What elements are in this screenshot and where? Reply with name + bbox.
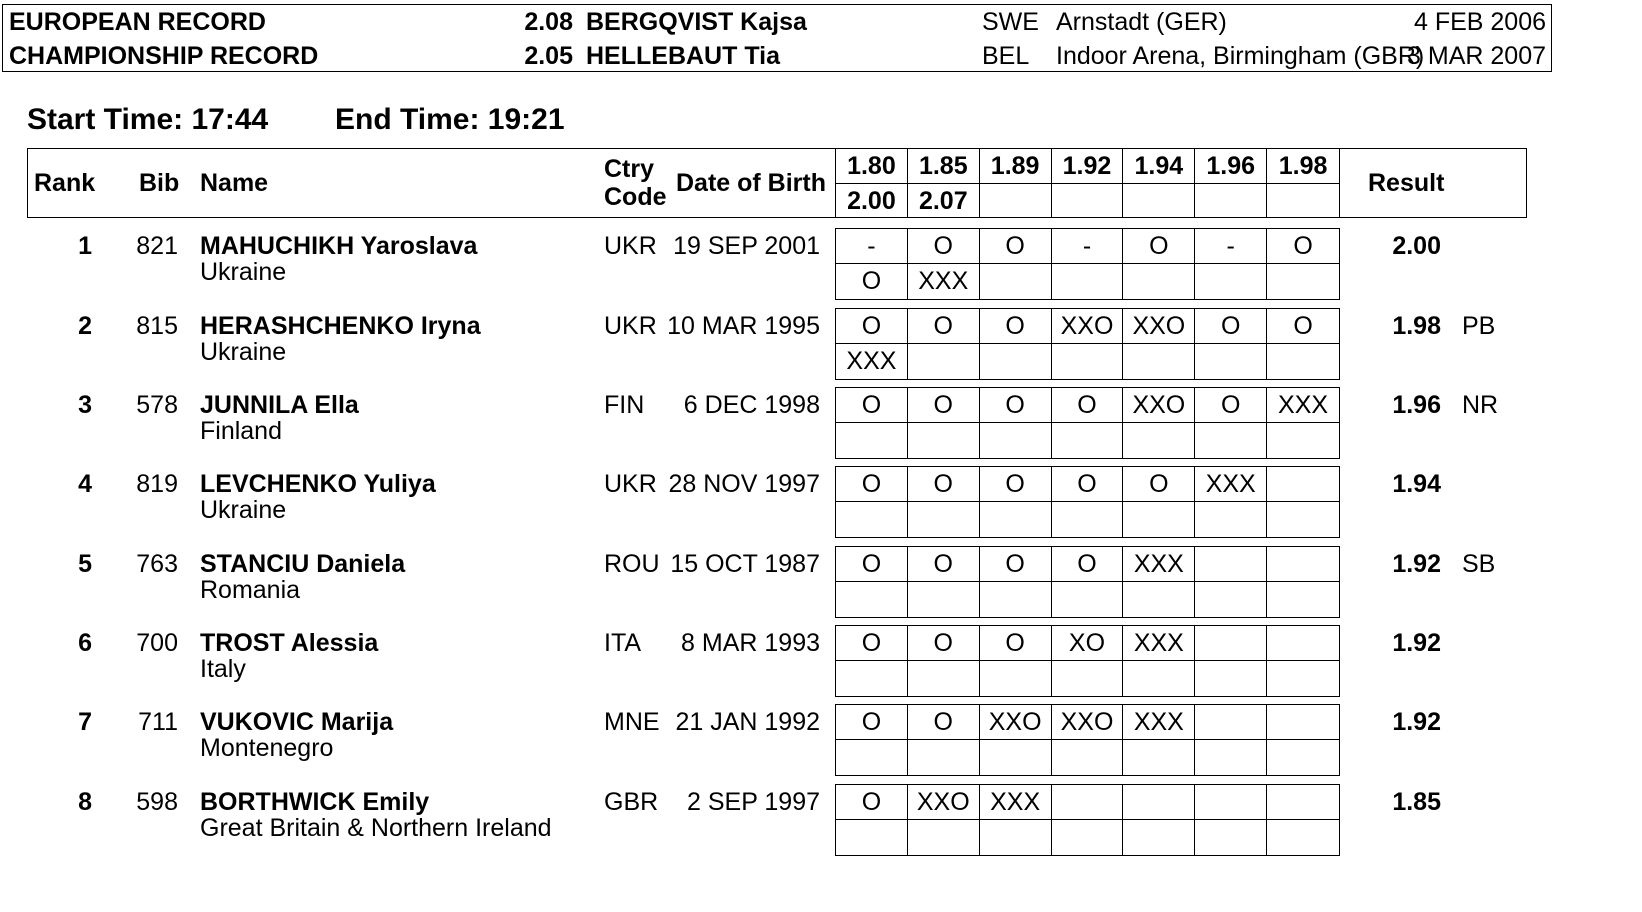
attempt-cell: [1267, 547, 1339, 582]
table-row: [0, 308, 1642, 388]
attempt-cell: [1267, 785, 1339, 820]
athlete-name: STANCIU Daniela: [200, 550, 406, 578]
record-athlete: HELLEBAUT Tia: [586, 42, 780, 70]
attempt-cell: XXX: [1195, 467, 1267, 502]
attempt-cell: [908, 820, 980, 855]
attempt-cell: [1267, 423, 1339, 458]
height-header-cell: [980, 184, 1052, 218]
bib-cell: 598: [136, 788, 178, 816]
attempt-cell: [1123, 582, 1195, 617]
athlete-name: MAHUCHIKH Yaroslava: [200, 232, 478, 260]
attempt-cell: [1267, 626, 1339, 661]
header-bib: Bib: [139, 169, 180, 197]
records-box: [2, 4, 1552, 72]
table-row: [0, 466, 1642, 546]
attempt-cell: [1123, 785, 1195, 820]
attempt-cell: [1123, 264, 1195, 299]
athlete-name: LEVCHENKO Yuliya: [200, 470, 436, 498]
table-row: [0, 228, 1642, 308]
attempt-cell: O: [1267, 309, 1339, 344]
attempt-cell: O: [836, 264, 908, 299]
bib-cell: 819: [136, 470, 178, 498]
bib-cell: 578: [136, 391, 178, 419]
athlete-country: Ukraine: [200, 258, 287, 286]
attempts-grid: [835, 308, 1340, 380]
attempt-cell: O: [980, 229, 1052, 264]
attempt-cell: O: [1123, 467, 1195, 502]
record-date: 3 MAR 2007: [1407, 42, 1546, 70]
attempt-cell: XXX: [1123, 547, 1195, 582]
attempt-cell: -: [1052, 229, 1124, 264]
attempt-cell: XXO: [1052, 309, 1124, 344]
result-cell: 1.92: [1392, 550, 1441, 578]
attempt-cell: O: [836, 388, 908, 423]
result-cell: 2.00: [1392, 232, 1441, 260]
attempt-cell: [1123, 820, 1195, 855]
athlete-name: VUKOVIC Marija: [200, 708, 394, 736]
attempt-cell: [980, 344, 1052, 379]
attempt-cell: XO: [1052, 626, 1124, 661]
height-header-cell: 2.07: [908, 184, 980, 218]
attempt-cell: [908, 661, 980, 696]
result-cell: 1.92: [1392, 629, 1441, 657]
bib-cell: 821: [136, 232, 178, 260]
attempt-cell: XXX: [836, 344, 908, 379]
attempts-grid: [835, 625, 1340, 697]
athlete-country: Italy: [200, 655, 246, 683]
attempt-cell: O: [980, 388, 1052, 423]
attempt-cell: O: [980, 309, 1052, 344]
rank-cell: 7: [78, 708, 92, 736]
country-code: FIN: [604, 391, 645, 419]
attempt-cell: [1267, 582, 1339, 617]
athlete-name: BORTHWICK Emily: [200, 788, 430, 816]
attempt-cell: XXX: [1123, 705, 1195, 740]
date-of-birth: 21 JAN 1992: [675, 708, 820, 736]
attempt-cell: [1195, 344, 1267, 379]
attempt-cell: [980, 740, 1052, 775]
attempt-cell: [1195, 785, 1267, 820]
start-time: Start Time: 17:44: [27, 103, 269, 136]
attempt-cell: O: [1123, 229, 1195, 264]
attempt-cell: XXO: [1123, 309, 1195, 344]
rank-cell: 4: [78, 470, 92, 498]
attempt-cell: [1195, 820, 1267, 855]
attempts-grid: [835, 387, 1340, 459]
country-code: ITA: [604, 629, 642, 657]
record-country: SWE: [982, 8, 1039, 36]
attempt-cell: [1052, 423, 1124, 458]
record-row-championship: [3, 39, 1551, 73]
attempt-cell: [1052, 502, 1124, 537]
country-code: UKR: [604, 312, 657, 340]
attempt-cell: O: [836, 705, 908, 740]
attempt-cell: -: [836, 229, 908, 264]
attempt-cell: [980, 264, 1052, 299]
attempt-cell: O: [836, 626, 908, 661]
table-row: [0, 625, 1642, 705]
record-label: CHAMPIONSHIP RECORD: [9, 42, 319, 70]
result-cell: 1.94: [1392, 470, 1441, 498]
attempt-cell: [908, 740, 980, 775]
attempt-cell: [836, 502, 908, 537]
attempt-cell: [1052, 344, 1124, 379]
date-of-birth: 15 OCT 1987: [670, 550, 820, 578]
athlete-country: Finland: [200, 417, 282, 445]
attempt-cell: [836, 661, 908, 696]
rank-cell: 6: [78, 629, 92, 657]
record-mark: 2.08: [524, 8, 573, 36]
attempt-cell: XXX: [980, 785, 1052, 820]
height-header-cell: 1.85: [908, 149, 980, 184]
attempt-cell: O: [1052, 547, 1124, 582]
attempt-cell: [1267, 264, 1339, 299]
attempt-cell: O: [908, 467, 980, 502]
athlete-country: Romania: [200, 576, 301, 604]
attempts-grid: [835, 228, 1340, 300]
table-row: [0, 704, 1642, 784]
attempt-cell: [908, 344, 980, 379]
date-of-birth: 10 MAR 1995: [667, 312, 820, 340]
attempt-cell: [1195, 502, 1267, 537]
country-code: ROU: [604, 550, 660, 578]
attempt-cell: [836, 740, 908, 775]
attempt-cell: [1052, 785, 1124, 820]
record-date: 4 FEB 2006: [1413, 8, 1546, 36]
attempt-cell: [836, 582, 908, 617]
record-athlete: BERGQVIST Kajsa: [586, 8, 807, 36]
height-header-cell: 1.98: [1267, 149, 1339, 184]
height-header-cell: 1.96: [1195, 149, 1267, 184]
record-note: SB: [1462, 550, 1496, 578]
attempt-cell: O: [908, 626, 980, 661]
attempt-cell: O: [836, 467, 908, 502]
athlete-name: HERASHCHENKO Iryna: [200, 312, 481, 340]
athlete-country: Great Britain & Northern Ireland: [200, 814, 552, 842]
result-cell: 1.92: [1392, 708, 1441, 736]
attempt-cell: [1052, 264, 1124, 299]
athlete-name: JUNNILA Ella: [200, 391, 359, 419]
record-mark: 2.05: [524, 42, 573, 70]
attempt-cell: XXX: [1267, 388, 1339, 423]
attempt-cell: [1123, 661, 1195, 696]
height-header-cell: [1267, 184, 1339, 218]
attempt-cell: [1195, 661, 1267, 696]
athlete-name: TROST Alessia: [200, 629, 379, 657]
attempt-cell: [1267, 820, 1339, 855]
record-label: EUROPEAN RECORD: [9, 8, 266, 36]
attempt-cell: [1267, 502, 1339, 537]
attempt-cell: [1123, 423, 1195, 458]
attempt-cell: O: [908, 229, 980, 264]
bib-cell: 815: [136, 312, 178, 340]
attempt-cell: XXX: [908, 264, 980, 299]
attempt-cell: [1052, 740, 1124, 775]
attempt-cell: [1195, 582, 1267, 617]
attempt-cell: [1052, 582, 1124, 617]
attempt-cell: O: [1195, 309, 1267, 344]
attempt-cell: [908, 502, 980, 537]
attempt-cell: O: [980, 547, 1052, 582]
height-header-cell: [1052, 184, 1124, 218]
country-code: UKR: [604, 232, 657, 260]
height-header-cell: 2.00: [836, 184, 908, 218]
record-note: NR: [1462, 391, 1499, 419]
height-header-cell: 1.94: [1123, 149, 1195, 184]
bib-cell: 763: [136, 550, 178, 578]
country-code: UKR: [604, 470, 657, 498]
attempt-cell: O: [836, 309, 908, 344]
attempt-cell: O: [908, 309, 980, 344]
date-of-birth: 19 SEP 2001: [673, 232, 820, 260]
bib-cell: 711: [138, 708, 178, 736]
result-cell: 1.98: [1392, 312, 1441, 340]
table-row: [0, 387, 1642, 467]
header-ctry: Ctry: [604, 155, 655, 183]
attempts-grid: [835, 704, 1340, 776]
result-cell: 1.85: [1392, 788, 1441, 816]
attempt-cell: [1267, 740, 1339, 775]
rank-cell: 8: [78, 788, 92, 816]
height-header-cell: [1123, 184, 1195, 218]
record-row-european: [3, 5, 1551, 39]
attempt-cell: O: [1195, 388, 1267, 423]
attempt-cell: [1052, 820, 1124, 855]
attempt-cell: [1195, 626, 1267, 661]
attempt-cell: O: [1267, 229, 1339, 264]
attempt-cell: XXX: [1123, 626, 1195, 661]
attempt-cell: [980, 582, 1052, 617]
height-header-cell: 1.89: [980, 149, 1052, 184]
record-country: BEL: [982, 42, 1030, 70]
attempt-cell: O: [1052, 467, 1124, 502]
attempt-cell: [908, 582, 980, 617]
attempt-cell: O: [836, 785, 908, 820]
header-code: Code: [604, 183, 667, 211]
attempt-cell: [1267, 344, 1339, 379]
date-of-birth: 28 NOV 1997: [668, 470, 820, 498]
attempt-cell: [1195, 740, 1267, 775]
attempt-cell: [908, 423, 980, 458]
heights-header-grid: [835, 148, 1340, 218]
attempt-cell: XXO: [1123, 388, 1195, 423]
header-rank: Rank: [34, 169, 96, 197]
athlete-country: Ukraine: [200, 496, 287, 524]
record-venue: Indoor Arena, Birmingham (GBR): [1056, 42, 1425, 70]
athlete-country: Montenegro: [200, 734, 334, 762]
attempt-cell: [980, 661, 1052, 696]
header-name: Name: [200, 169, 269, 197]
attempt-cell: O: [836, 547, 908, 582]
attempt-cell: O: [908, 705, 980, 740]
attempt-cell: [1195, 705, 1267, 740]
attempt-cell: [980, 502, 1052, 537]
record-venue: Arnstadt (GER): [1056, 8, 1227, 36]
country-code: MNE: [604, 708, 660, 736]
attempt-cell: XXO: [980, 705, 1052, 740]
attempt-cell: [1195, 423, 1267, 458]
rank-cell: 1: [78, 232, 92, 260]
attempts-grid: [835, 546, 1340, 618]
rank-cell: 2: [78, 312, 92, 340]
date-of-birth: 8 MAR 1993: [681, 629, 820, 657]
attempt-cell: [836, 820, 908, 855]
attempts-grid: [835, 466, 1340, 538]
attempt-cell: [836, 423, 908, 458]
end-time: End Time: 19:21: [335, 103, 565, 136]
attempt-cell: [1267, 467, 1339, 502]
attempt-cell: [980, 820, 1052, 855]
date-of-birth: 6 DEC 1998: [683, 391, 820, 419]
attempt-cell: O: [980, 467, 1052, 502]
attempt-cell: O: [980, 626, 1052, 661]
header-dob: Date of Birth: [676, 169, 826, 197]
date-of-birth: 2 SEP 1997: [687, 788, 820, 816]
result-cell: 1.96: [1392, 391, 1441, 419]
record-note: PB: [1462, 312, 1496, 340]
header-result: Result: [1368, 169, 1445, 197]
attempt-cell: [1052, 661, 1124, 696]
attempt-cell: XXO: [908, 785, 980, 820]
table-row: [0, 784, 1642, 864]
attempt-cell: O: [908, 388, 980, 423]
country-code: GBR: [604, 788, 659, 816]
rank-cell: 5: [78, 550, 92, 578]
attempt-cell: [1123, 502, 1195, 537]
height-header-cell: 1.92: [1052, 149, 1124, 184]
attempt-cell: -: [1195, 229, 1267, 264]
bib-cell: 700: [136, 629, 178, 657]
rank-cell: 3: [78, 391, 92, 419]
attempt-cell: XXO: [1052, 705, 1124, 740]
attempt-cell: [1123, 740, 1195, 775]
attempts-grid: [835, 784, 1340, 856]
attempt-cell: [1195, 547, 1267, 582]
attempt-cell: [1123, 344, 1195, 379]
attempt-cell: [980, 423, 1052, 458]
attempt-cell: [1267, 705, 1339, 740]
attempt-cell: [1195, 264, 1267, 299]
attempt-cell: O: [1052, 388, 1124, 423]
height-header-cell: 1.80: [836, 149, 908, 184]
attempt-cell: O: [908, 547, 980, 582]
attempt-cell: [1267, 661, 1339, 696]
athlete-country: Ukraine: [200, 338, 287, 366]
table-row: [0, 546, 1642, 626]
height-header-cell: [1195, 184, 1267, 218]
